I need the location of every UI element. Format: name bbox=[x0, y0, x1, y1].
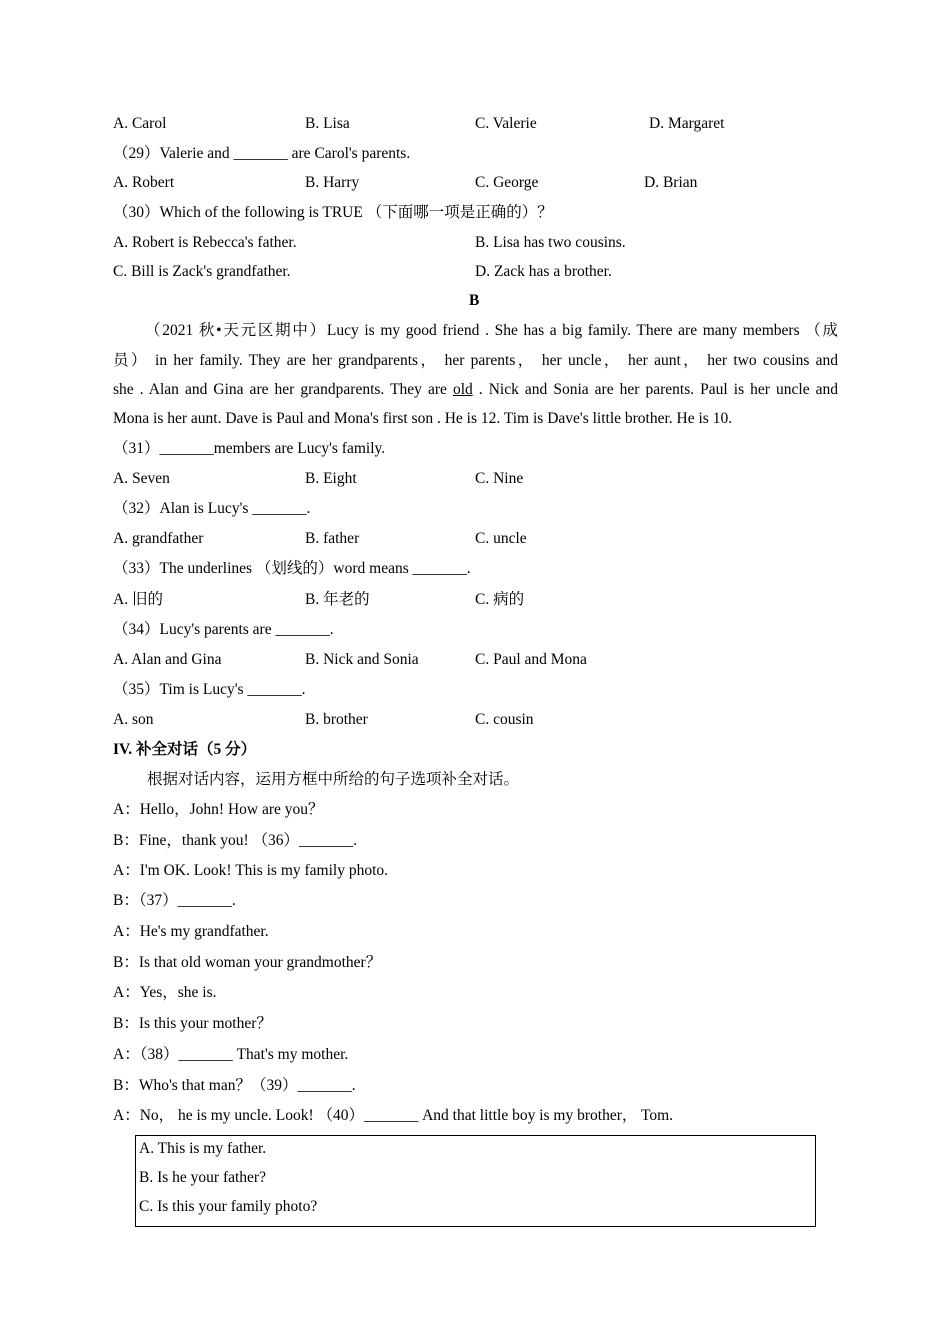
dialogue-line-1: A：Hello，John! How are you？ bbox=[113, 801, 324, 818]
dialogue-line-3: A：I'm OK. Look! This is my family photo. bbox=[113, 862, 389, 879]
passage-line-2: 员） in her family. They are her grandparents， her parents， her uncle， her aunt， her two cousins and bbox=[113, 352, 838, 369]
q35-stem: （35）Tim is Lucy's _______. bbox=[113, 681, 306, 698]
q33-option-c: C. 病的 bbox=[475, 591, 525, 608]
underlined-word-old: old bbox=[452, 381, 473, 398]
q32-stem: （32）Alan is Lucy's _______. bbox=[113, 500, 311, 517]
dialogue-line-9: A：（38）_______ That's my mother. bbox=[113, 1046, 349, 1063]
q33-option-b: B. 年老的 bbox=[305, 591, 370, 608]
q30-option-a: A. Robert is Rebecca's father. bbox=[113, 234, 297, 251]
q28-option-d: D. Margaret bbox=[649, 115, 725, 132]
q34-option-b: B. Nick and Sonia bbox=[305, 651, 419, 668]
dialogue-line-4: B：（37）_______. bbox=[113, 892, 236, 909]
q28-option-b: B. Lisa bbox=[305, 115, 350, 132]
q29-option-c: C. George bbox=[475, 174, 539, 191]
q33-stem: （33）The underlines （划线的）word means _______. bbox=[113, 560, 471, 577]
passage-line-4: Mona is her aunt. Dave is Paul and Mona's first son . He is 12. Tim is Dave's little brother. He is 10. bbox=[113, 410, 733, 427]
section-b-heading: B bbox=[469, 292, 480, 309]
q29-option-d: D. Brian bbox=[644, 174, 698, 191]
q35-option-a: A. son bbox=[113, 711, 154, 728]
q32-option-b: B. father bbox=[305, 530, 360, 547]
box-option-a: A. This is my father. bbox=[139, 1140, 267, 1157]
dialogue-line-5: A：He's my grandfather. bbox=[113, 923, 269, 940]
passage-line-1: （2021 秋•天元区期中）Lucy is my good friend . She has a big family. There are many members （成 bbox=[145, 322, 838, 339]
passage-line-3 bbox=[113, 381, 838, 399]
box-option-b: B. Is he your father? bbox=[139, 1169, 266, 1186]
q28-option-a: A. Carol bbox=[113, 115, 167, 132]
q30-option-c: C. Bill is Zack's grandfather. bbox=[113, 263, 291, 280]
q33-option-a: A. 旧的 bbox=[113, 591, 163, 608]
q34-stem: （34）Lucy's parents are _______. bbox=[113, 621, 334, 638]
q35-option-c: C. cousin bbox=[475, 711, 534, 728]
q30-option-b: B. Lisa has two cousins. bbox=[475, 234, 626, 251]
q30-option-d: D. Zack has a brother. bbox=[475, 263, 612, 280]
dialogue-line-6: B：Is that old woman your grandmother？ bbox=[113, 954, 382, 971]
q31-option-c: C. Nine bbox=[475, 470, 524, 487]
dialogue-line-11: A：No， he is my uncle. Look! （40）_______ And that little boy is my brother， Tom. bbox=[113, 1107, 674, 1124]
q29-option-a: A. Robert bbox=[113, 174, 175, 191]
passage-line-3-before: she . Alan and Gina are her grandparents. They are bbox=[113, 381, 453, 398]
q31-option-a: A. Seven bbox=[113, 470, 170, 487]
q31-option-b: B. Eight bbox=[305, 470, 357, 487]
q32-option-c: C. uncle bbox=[475, 530, 527, 547]
box-option-c: C. Is this your family photo? bbox=[139, 1198, 318, 1215]
q28-option-c: C. Valerie bbox=[475, 115, 537, 132]
q29-stem: （29）Valerie and _______ are Carol's parents. bbox=[113, 145, 411, 162]
q34-option-a: A. Alan and Gina bbox=[113, 651, 222, 668]
dialogue-line-7: A：Yes，she is. bbox=[113, 984, 217, 1001]
q34-option-c: C. Paul and Mona bbox=[475, 651, 587, 668]
q29-option-b: B. Harry bbox=[305, 174, 360, 191]
passage-line-3-after: . Nick and Sonia are her parents. Paul is her uncle and bbox=[472, 381, 838, 398]
q35-option-b: B. brother bbox=[305, 711, 368, 728]
q32-option-a: A. grandfather bbox=[113, 530, 204, 547]
dialogue-line-8: B：Is this your mother？ bbox=[113, 1015, 272, 1032]
dialogue-line-10: B：Who's that man？（39）_______. bbox=[113, 1077, 356, 1094]
q30-stem: （30）Which of the following is TRUE （下面哪一项是正确的）？ bbox=[113, 204, 553, 221]
section-4-instruction: 根据对话内容，运用方框中所给的句子选项补全对话。 bbox=[147, 771, 520, 788]
section-4-title: IV. 补全对话（5 分） bbox=[113, 741, 257, 758]
dialogue-line-2: B：Fine，thank you! （36）_______. bbox=[113, 832, 358, 849]
q31-stem: （31）_______members are Lucy's family. bbox=[113, 440, 386, 457]
